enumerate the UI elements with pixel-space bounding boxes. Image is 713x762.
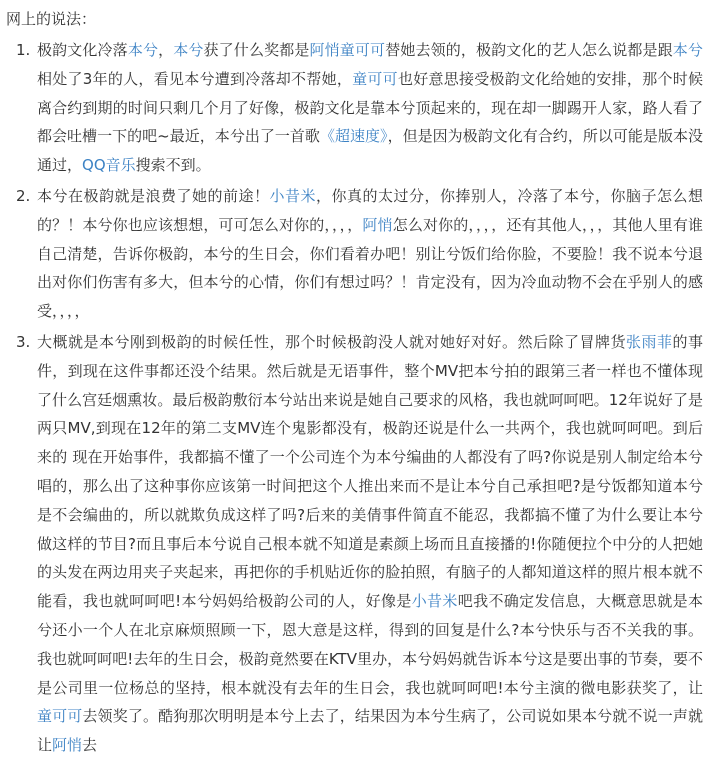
list-item-number: 2. xyxy=(16,186,31,205)
text-segment: 怎么对你的，，，，还有其他人，，，其他人里有谁自己清楚，告诉你极韵，本兮的生日会，你们看着办吧！别让兮饭们给你脸，不要脸！我不说本兮退出对你们伤害有多大，但本兮的心情，你们有想过吗？！肯定没有，因为冷血动物不会在乎别人的感受，，，， xyxy=(37,215,703,321)
inline-link[interactable]: 阿悄 xyxy=(52,736,83,755)
list-item-number: 3. xyxy=(16,332,31,351)
inline-link[interactable]: 小昔米 xyxy=(269,186,316,205)
text-segment: 搜索不到。 xyxy=(135,156,211,175)
inline-link[interactable]: 阿悄 xyxy=(309,41,340,59)
inline-link[interactable]: 童可可 xyxy=(352,69,398,88)
text-segment: 去领奖了。酷狗那次明明是本兮上去了，结果因为本兮生病了，公司说如果本兮就不说一声就让 xyxy=(37,707,703,755)
text-segment: ，但是因为极韵文化有合约，所以可能是版本没通过， xyxy=(37,127,703,175)
text-segment: 去 xyxy=(82,736,98,755)
inline-link[interactable]: 小昔米 xyxy=(411,592,458,611)
inline-link[interactable]: 阿悄 xyxy=(362,215,393,234)
text-segment: 吧我不确定发信息，大概意思就是本兮还小一个人在北京麻烦照顾一下，恩大意是这样，得到的回复是什么?本兮快乐与否不关我的事。我也就呵呵吧!去年的生日会，极韵竟然要在KTV里办，本兮妈妈就告诉本兮这是要出事的节奏，要不是公司里一位杨总的坚持，根本就没有去年的生日会，我也就呵呵吧!本兮主演的微电影获奖了，让 xyxy=(37,592,703,697)
text-segment: 获了什么奖都是 xyxy=(203,41,310,59)
text-segment: ， xyxy=(158,41,174,59)
inline-link[interactable]: 本兮 xyxy=(672,41,703,59)
text-segment: ，你真的太过分，你捧别人，冷落了本兮，你脑子怎么想的？！本兮你也应该想想，可可怎么对你的，，，， xyxy=(37,186,703,234)
inline-link[interactable]: 本兮 xyxy=(127,41,159,59)
text-segment: 相处了3年的人，看见本兮遭到冷落却不帮她， xyxy=(37,69,353,88)
inline-link[interactable]: 童可可 xyxy=(339,41,386,59)
text-segment: 替她去领的，极韵文化的艺人怎么说都是跟 xyxy=(385,41,673,59)
list-item xyxy=(0,182,713,326)
inline-link[interactable]: 《超速度》 xyxy=(319,127,388,146)
numbered-list xyxy=(0,36,713,760)
section-heading: 网上的说法： xyxy=(6,10,97,28)
text-segment: 极韵文化冷落 xyxy=(37,41,128,59)
inline-link[interactable]: 本兮 xyxy=(173,41,204,59)
text-segment: 也好意思接受极韵文化给她的安排，那个时候离合约到期的时间只剩几个月了好像，极韵文化是靠本兮顶起来的，现在却一脚踢开人家，路人看了都会吐槽一下的吧~最近，本兮出了一首歌 xyxy=(37,69,703,146)
inline-link[interactable]: 张雨菲 xyxy=(625,332,673,351)
text-segment: 大概就是本兮刚到极韵的时候任性，那个时候极韵没人就对她好对好。然后除了冒牌货 xyxy=(37,332,626,351)
list-item xyxy=(0,36,713,180)
text-segment: 本兮在极韵就是浪费了她的前途！ xyxy=(37,186,270,205)
inline-link[interactable]: QQ音乐 xyxy=(82,156,136,175)
list-item-number: 1. xyxy=(16,41,31,59)
inline-link[interactable]: 童可可 xyxy=(37,707,83,726)
text-segment: 的事件，到现在这件事都还没个结果。然后就是无语事件，整个MV把本兮拍的跟第三者一样也不懂体现了什么宫廷烟熏妆。最后极韵敷衍本兮站出来说是她自己要求的风格，我也就呵呵吧。12年说好了是两只MV,到现在12年的第二支MV连个鬼影都没有，极韵还说是什么一共两个，我也就呵呵吧。到后来的 现在开始事件，我都搞不懂了一个公司连个为本兮编曲的人都没有了吗?你说是别人制定给本兮唱的，那么出了这种事你应该第一时间把这个人推出来而不是让本兮自己承担吧?是兮饭都知道本兮是不会编曲的，所以就欺负成这样了吗?后来的美倩事件简直不能忍，我都搞不懂了为什么要让本兮做这样的节目?而且事后本兮说自己根本就不知道是素颜上场而且直接播的!你随便拉个中分的人把她的头发在两边用夹子夹起来，再把你的手机贴近你的脸拍照，有脑子的人都知道这样的照片根本就不能看，我也就呵呵吧!本兮妈妈给极韵公司的人，好像是 xyxy=(37,332,703,611)
list-item xyxy=(0,328,713,760)
